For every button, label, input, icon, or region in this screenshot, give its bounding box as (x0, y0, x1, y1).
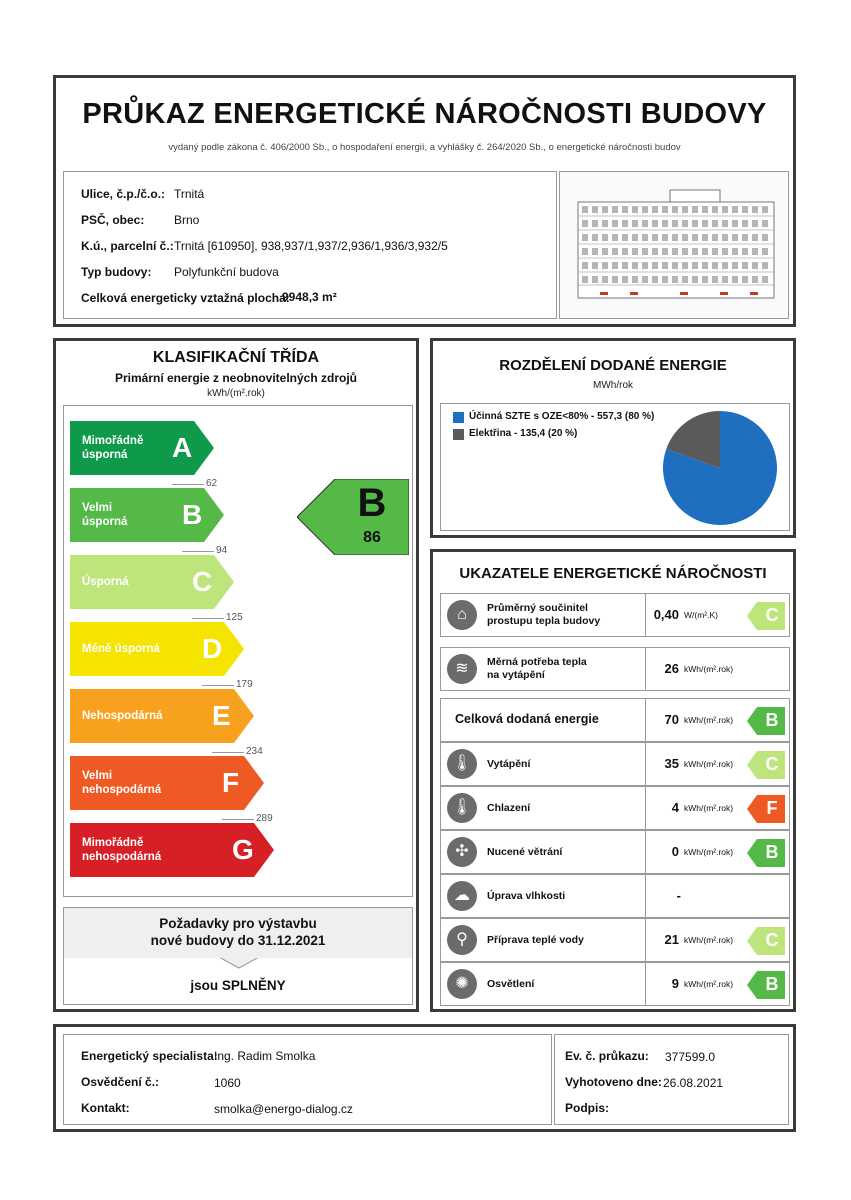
indicator-row (440, 698, 790, 742)
band-label-line2: nehospodárná (82, 784, 162, 796)
threshold-value: 179 (236, 679, 253, 690)
indicators-section (430, 549, 796, 1012)
certificate-label: Osvědčení č.: (81, 1075, 160, 1089)
class-band-letter: C (192, 566, 213, 597)
class-band-label (82, 488, 127, 555)
class-band-c (70, 555, 234, 609)
requirements-panel (63, 907, 413, 1005)
indicator-row (440, 918, 790, 962)
heat-waves-icon: ≋ (447, 654, 477, 684)
badge-letter: B (765, 710, 779, 730)
indicator-divider (645, 787, 646, 829)
result-letter: B (357, 481, 387, 525)
indicator-divider (645, 699, 646, 741)
indicator-value: 26 (664, 661, 679, 676)
class-band-e (70, 689, 254, 743)
indicator-class-badge (747, 839, 785, 872)
energy-split-unit: MWh/rok (593, 380, 633, 391)
classification-subtitle: Primární energie z neobnovitelných zdrojů (114, 371, 358, 385)
building-drawing (560, 172, 788, 318)
issue-date-label: Vyhotoveno dne: (565, 1075, 662, 1089)
indicator-divider (645, 875, 646, 917)
band-label-line1: Velmi (82, 502, 113, 514)
indicator-label-line1: Celková dodaná energie (455, 712, 599, 726)
band-label-line2: úsporná (82, 516, 128, 528)
indicator-unit: kWh/(m².rok) (684, 803, 734, 813)
indicators-title: UKAZATELE ENERGETICKÉ NÁROČNOSTI (459, 565, 767, 582)
fan-icon: ✣ (447, 837, 477, 867)
indicator-row (440, 742, 790, 786)
badge-letter: F (766, 798, 778, 818)
indicator-class-badge (747, 795, 785, 828)
threshold-arrow (222, 819, 254, 820)
indicator-row (440, 647, 790, 691)
class-band-a (70, 421, 214, 475)
indicator-row (440, 830, 790, 874)
indicator-value: - (676, 888, 681, 903)
result-class-arrow (297, 479, 409, 555)
energy-split-section (430, 338, 796, 538)
specialist-value: Ing. Radim Smolka (214, 1049, 316, 1063)
threshold-value: 289 (256, 813, 273, 824)
class-band-letter: E (212, 700, 231, 731)
indicator-label (487, 890, 565, 903)
indicator-divider (645, 919, 646, 961)
badge-letter: C (765, 930, 779, 950)
indicator-label-line1: Nucené větrání (487, 846, 563, 858)
humidity-cloud-icon: ☁ (447, 881, 477, 911)
indicator-unit: kWh/(m².rok) (684, 715, 734, 725)
class-band-d (70, 622, 244, 676)
signature-label: Podpis: (565, 1101, 609, 1115)
indicator-unit: kWh/(m².rok) (684, 979, 734, 989)
legend-swatch-electricity (453, 429, 464, 440)
class-band-letter: D (202, 633, 223, 664)
indicator-value: 0 (671, 844, 679, 859)
indicator-divider (645, 743, 646, 785)
class-band-label (82, 622, 160, 696)
result-value: 86 (363, 529, 381, 546)
threshold-arrow (192, 618, 224, 619)
indicator-class-badge (747, 751, 785, 784)
band-label-line1: Nehospodárná (82, 710, 163, 722)
indicator-divider (645, 594, 646, 636)
band-label-line1: Méně úsporná (82, 643, 160, 655)
cadastral-value: Trnitá [610950], 938,937/1,937/2,936/1,936/3,932/5 (174, 239, 448, 253)
house-icon: ⌂ (447, 600, 477, 630)
document-title: PRŮKAZ ENERGETICKÉ NÁROČNOSTI BUDOVY (82, 98, 767, 130)
indicator-class-badge (747, 971, 785, 1004)
indicator-value: 4 (671, 800, 679, 815)
class-band-label (82, 555, 129, 629)
indicator-label-line1: Osvětlení (487, 978, 535, 990)
indicator-value: 21 (664, 932, 679, 947)
indicator-label-line1: Vytápění (487, 758, 531, 770)
indicator-row (440, 786, 790, 830)
thermometer-minus-icon: 🌡 (447, 793, 477, 823)
indicator-label (487, 758, 530, 771)
threshold-value: 94 (216, 545, 228, 556)
street-label: Ulice, č.p./č.o.: (81, 187, 166, 201)
indicator-row (440, 593, 790, 637)
badge-letter: B (765, 842, 779, 862)
area-label: Celková energeticky vztažná plocha: (81, 291, 290, 305)
building-type-label: Typ budovy: (81, 265, 152, 279)
legend-swatch-szte (453, 412, 464, 423)
indicator-label (487, 602, 600, 628)
indicator-unit: kWh/(m².rok) (684, 847, 734, 857)
indicator-value: 9 (671, 976, 679, 991)
class-band-letter: F (222, 767, 240, 798)
indicator-label-line1: Příprava teplé vody (487, 934, 584, 946)
band-label-line2: nehospodárná (82, 851, 162, 863)
indicator-label-line2: na vytápění (487, 669, 545, 681)
class-band-label (82, 756, 161, 823)
area-value: 9948,3 m² (282, 290, 337, 304)
certificate-number-label: Ev. č. průkazu: (565, 1049, 649, 1063)
indicator-class-badge (747, 707, 785, 740)
class-band-label (82, 689, 163, 763)
threshold-arrow (212, 752, 244, 753)
specialist-label: Energetický specialista: (81, 1049, 218, 1063)
requirements-line1: Požadavky pro výstavbu (159, 916, 317, 931)
classification-section (53, 338, 419, 1012)
requirements-pointer (219, 957, 259, 969)
legend-label-szte: Účinná SZTE s OZE<80% - 557,3 (80 %) (469, 411, 655, 422)
class-band-letter: A (172, 432, 193, 463)
certificate-number-value: 377599.0 (665, 1050, 716, 1064)
header-section (53, 75, 796, 327)
threshold-value: 125 (226, 612, 243, 623)
indicator-unit: W/(m².K) (684, 610, 718, 620)
energy-split-title: ROZDĚLENÍ DODANÉ ENERGIE (499, 357, 727, 374)
band-label-line1: Velmi (82, 770, 113, 782)
indicator-label-line2: prostupu tepla budovy (487, 615, 601, 627)
indicator-label (487, 934, 584, 947)
indicator-label (487, 656, 587, 682)
indicator-divider (645, 831, 646, 873)
energy-pie-chart (659, 410, 781, 526)
legend-label-electricity: Elektřina - 135,4 (20 %) (469, 428, 578, 439)
cadastral-label: K.ú., parcelní č.: (81, 239, 174, 253)
indicator-class-badge (747, 602, 785, 635)
building-type-value: Polyfunkční budova (174, 265, 279, 279)
light-bulb-icon: ✺ (447, 969, 477, 999)
badge-letter: C (765, 754, 779, 774)
energy-split-panel (440, 403, 790, 531)
indicator-unit: kWh/(m².rok) (684, 759, 734, 769)
city-label: PSČ, obec: (81, 213, 145, 227)
indicator-value: 70 (664, 712, 679, 727)
indicator-label-line1: Průměrný součinitel (487, 602, 588, 614)
water-tap-icon: ⚲ (447, 925, 477, 955)
band-label-line1: Mimořádně (82, 837, 144, 849)
indicator-unit: kWh/(m².rok) (684, 935, 734, 945)
certificate-value: 1060 (214, 1076, 241, 1090)
indicator-value: 35 (664, 756, 679, 771)
indicator-row (440, 874, 790, 918)
footer-section (53, 1024, 796, 1132)
threshold-value: 62 (206, 478, 218, 489)
requirements-result: jsou SPLNĚNY (190, 978, 286, 993)
building-image (559, 171, 789, 319)
threshold-arrow (182, 551, 214, 552)
band-label-line1: Mimořádně (82, 435, 144, 447)
requirements-line2: nové budovy do 31.12.2021 (150, 933, 326, 948)
address-panel (63, 171, 557, 319)
class-band-g (70, 823, 274, 877)
class-scale-panel (63, 405, 413, 897)
class-band-label (82, 823, 161, 890)
contact-value: smolka@energo-dialog.cz (214, 1102, 353, 1116)
threshold-value: 234 (246, 746, 263, 757)
class-band-label (82, 421, 143, 488)
class-band-letter: B (182, 499, 203, 530)
indicator-label-line1: Měrná potřeba tepla (487, 656, 587, 668)
contact-label: Kontakt: (81, 1101, 130, 1115)
class-band-f (70, 756, 264, 810)
badge-letter: C (765, 605, 779, 625)
indicator-unit: kWh/(m².rok) (684, 664, 734, 674)
thermometer-plus-icon: 🌡 (447, 749, 477, 779)
indicator-divider (645, 648, 646, 690)
indicator-label-line1: Úprava vlhkosti (487, 890, 566, 902)
indicator-label (487, 978, 534, 991)
certificate-panel (554, 1034, 789, 1125)
threshold-arrow (202, 685, 234, 686)
indicator-label (487, 846, 562, 859)
badge-letter: B (765, 974, 779, 994)
threshold-arrow (172, 484, 204, 485)
issue-date-value: 26.08.2021 (663, 1076, 724, 1090)
band-label-line1: Úsporná (82, 576, 129, 588)
indicator-label (487, 802, 530, 815)
city-value: Brno (174, 213, 200, 227)
classification-title: KLASIFIKAČNÍ TŘÍDA (152, 349, 320, 366)
indicator-value: 0,40 (653, 607, 679, 622)
band-label-line2: úsporná (82, 449, 128, 461)
specialist-panel (63, 1034, 552, 1125)
indicator-label-line1: Chlazení (487, 802, 531, 814)
classification-unit: kWh/(m².rok) (207, 388, 265, 399)
street-value: Trnitá (174, 187, 205, 201)
class-band-b (70, 488, 224, 542)
class-band-letter: G (232, 834, 254, 865)
indicator-label (455, 713, 599, 726)
indicator-class-badge (747, 927, 785, 960)
document-subtitle: vydaný podle zákona č. 406/2000 Sb., o hospodaření energií, a vyhlášky č. 264/2020 Sb., o energetické náročnosti budov (168, 142, 681, 153)
indicator-divider (645, 963, 646, 1005)
indicator-row (440, 962, 790, 1006)
